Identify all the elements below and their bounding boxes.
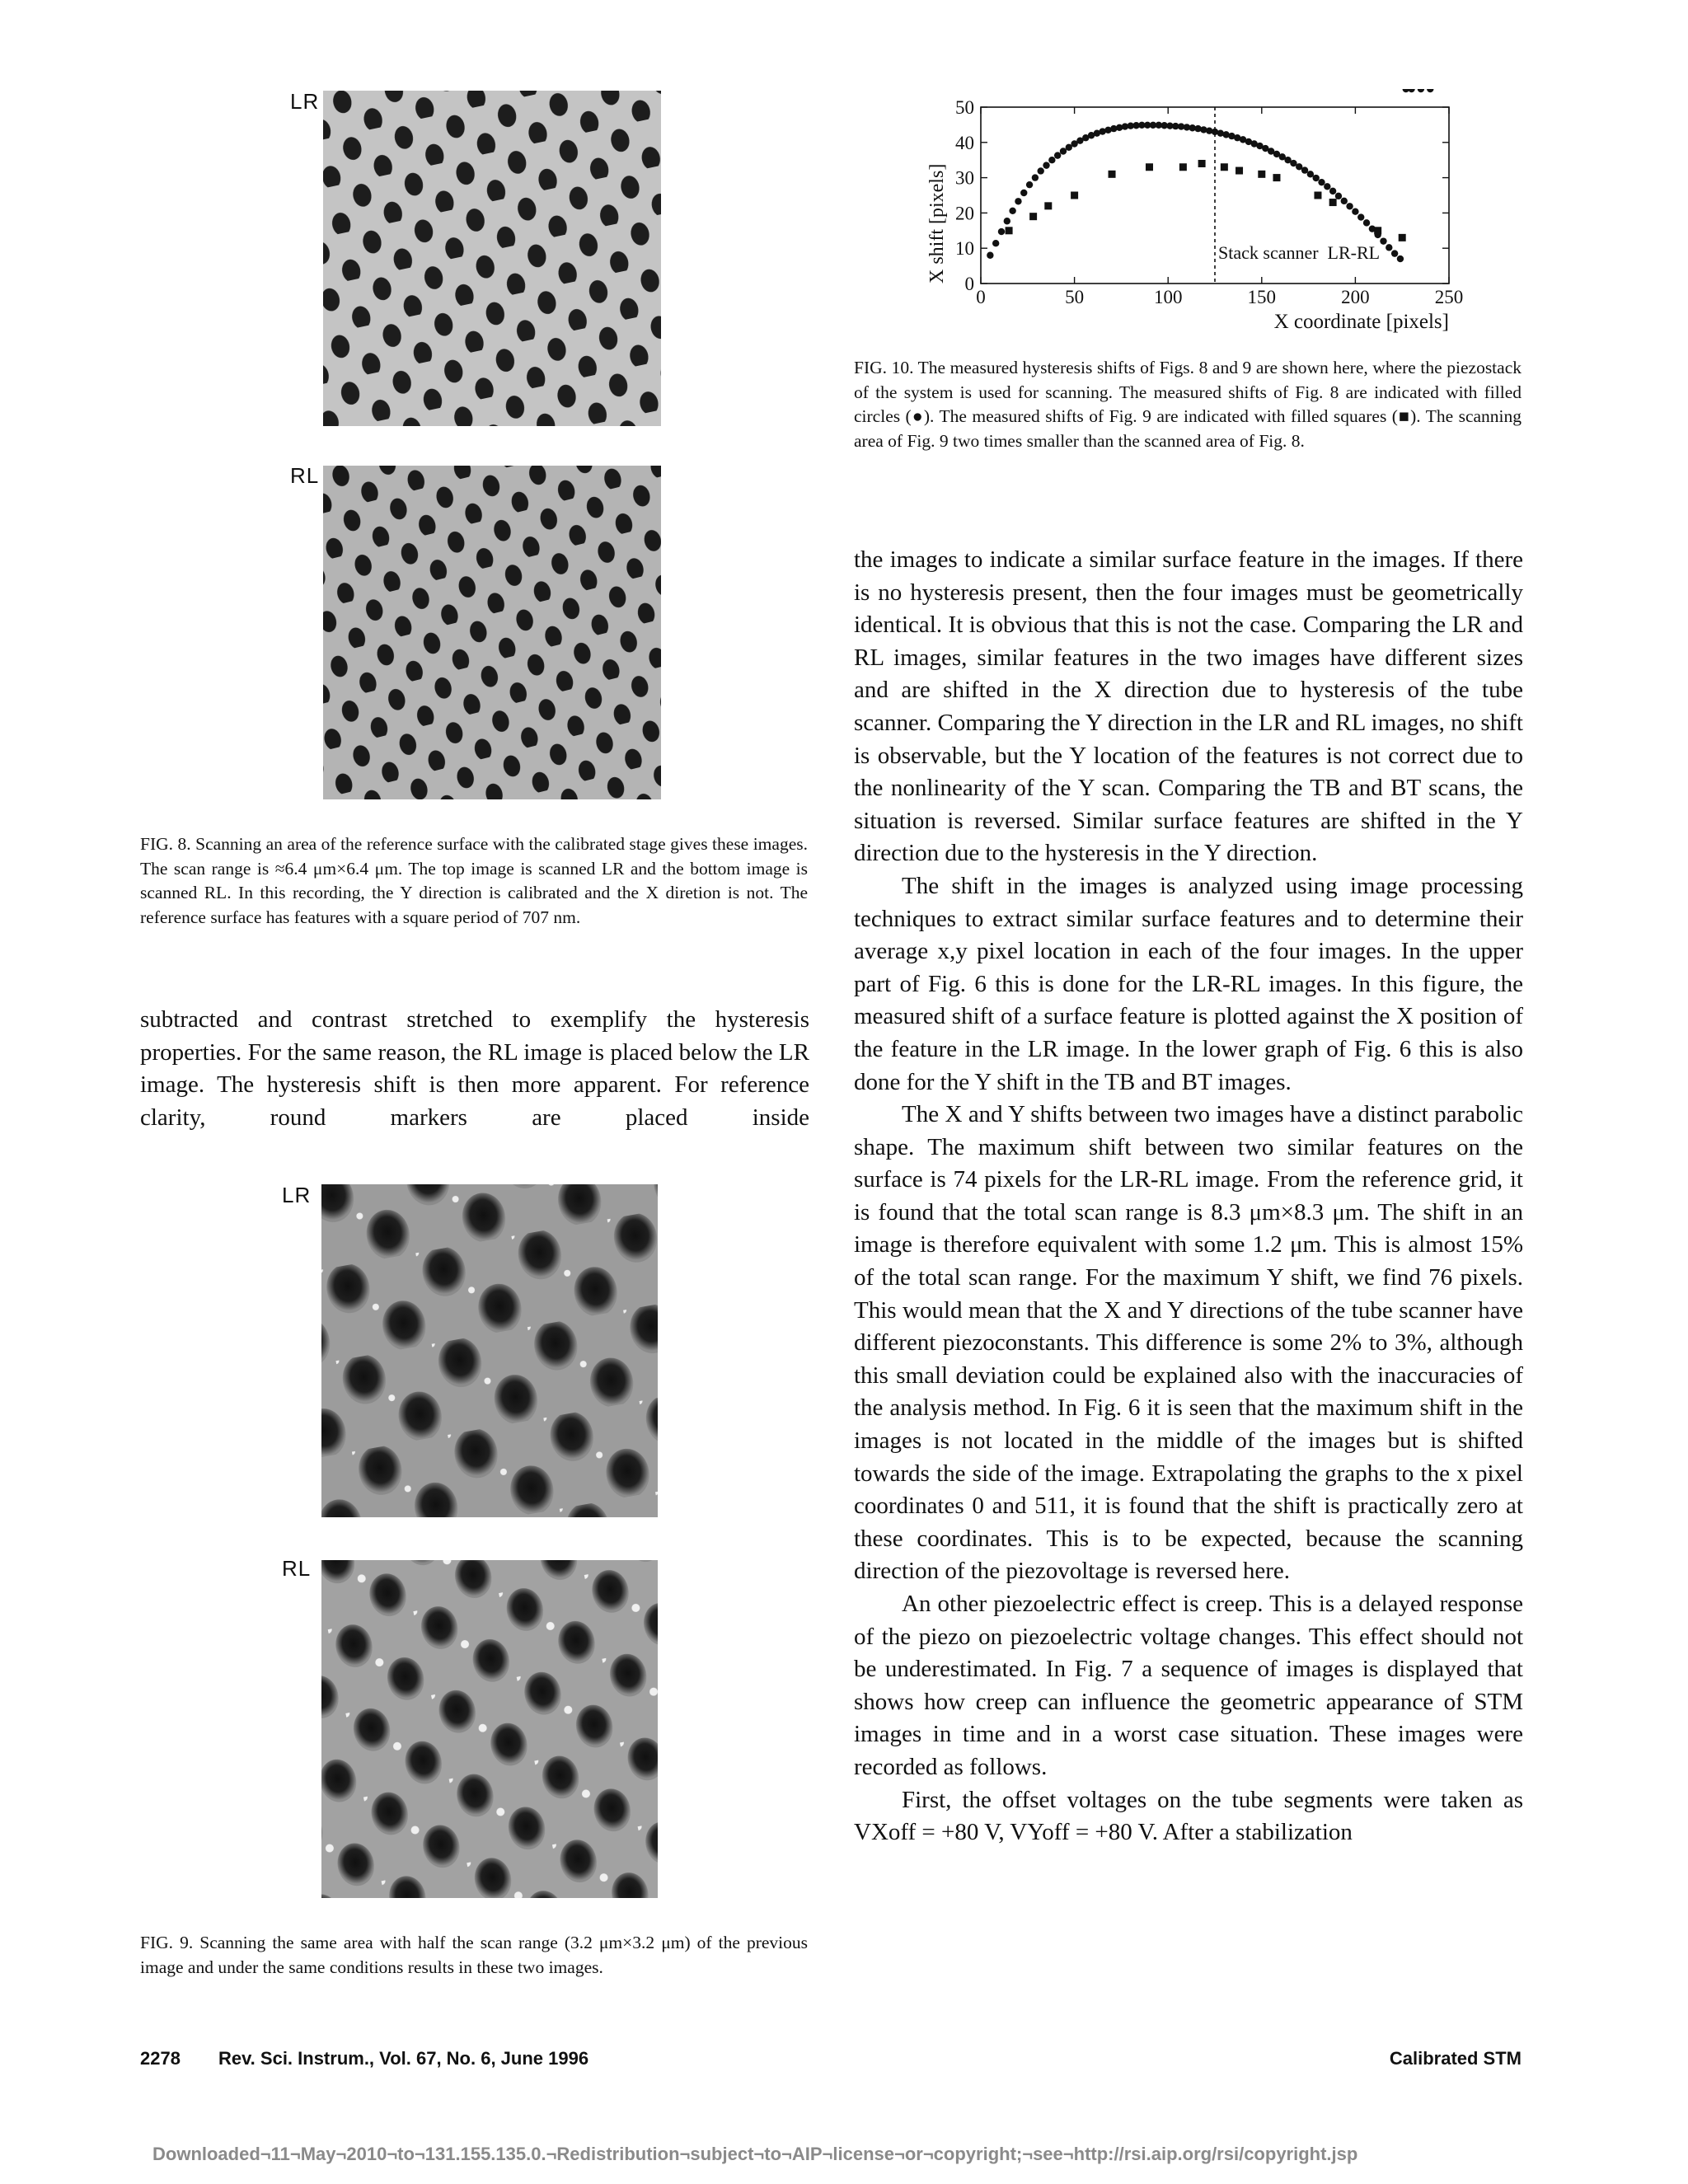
fig8-rl-image [323,466,661,799]
right-column-text [854,544,1523,1849]
circle-point [1391,250,1398,256]
circle-point [1380,237,1386,244]
x-tick-label: 100 [1153,287,1183,307]
x-axis-label: X coordinate [pixels] [1273,311,1449,333]
x-tick-label: 250 [1434,287,1464,307]
circle-point [1318,179,1325,185]
fig9-lr-image [321,1184,658,1517]
circle-point [1020,190,1027,196]
x-tick-label: 50 [1065,287,1085,307]
square-point [1374,227,1381,234]
circle-point [1341,198,1348,204]
circle-point [1301,166,1308,173]
circle-point [1427,89,1433,92]
circle-point [1352,208,1358,214]
circle-point [1307,171,1314,177]
circle-point [1048,157,1055,163]
fig9-rl-image [321,1560,658,1898]
square-point [1044,202,1052,209]
square-point [1109,171,1116,178]
fig10-chart-svg [915,89,1467,336]
circle-point [1060,148,1067,154]
square-point [1236,167,1243,175]
square-point [1029,213,1037,220]
left-paragraph: subtracted and contrast stretched to exemplify the hysteresis properties. For the same reason, the RL image is placed below the LR image. The hysteresis shift is then more apparent. For reference clarity, round markers are placed inside [140,1006,809,1131]
x-tick-label: 200 [1341,287,1370,307]
right-paragraph-3: The X and Y shifts between two images have a distinct parabolic shape. The maximum shift between two similar features on the surface is 74 pixels for the LR-RL image. From the reference grid, it is found that the total scan range is 8.3 μm×8.3 μm. The shift in an image is therefore equivalent with some 1.2 μm. This is almost 15% of the total scan range. For the maximum Y shift, we find 76 pixels. This would mean that the X and Y directions of the tube scanner have different piezoconstants. This difference is some 2% to 3%, although this small deviation could be explained also with the inaccuracies of the analysis method. In Fig. 6 it is seen that the maximum shift in the images is not located in the middle of the images but is shifted towards the side of the image. Extrapolating the graphs to the x pixel coordinates 0 and 511, it is found that the shift is practically zero at these coordinates. This is to be expected, because the scanning direction of the piezovoltage is reversed here. [854,1101,1523,1585]
circle-point [1408,89,1414,92]
circle-point [1032,174,1039,180]
circle-point [1418,89,1424,92]
y-tick-label: 0 [964,274,974,294]
circle-point [1312,175,1319,181]
running-title: Calibrated STM [1389,2048,1522,2069]
right-paragraph-2: The shift in the images is analyzed using image processing techniques to extract similar surface features and to determine their average x,y pixel location in each of the four images. In the upper part of Fig. 6 this is done for the LR-RL images. In this figure, the measured shift of a surface feature is plotted against the X position of the feature in the LR image. In the lower graph of Fig. 6 this is also done for the Y shift in the TB and BT images. [854,872,1523,1095]
fig9-bottom-label: RL [282,1556,312,1581]
circle-point [1346,203,1353,209]
square-point [1146,163,1153,171]
square-point [1221,163,1228,171]
right-paragraph-5: First, the offset voltages on the tube segments were taken as VXoff = +80 V, VYoff = +80 V. After a stabilization [854,1786,1523,1846]
circle-point [998,228,1005,235]
journal-citation: Rev. Sci. Instrum., Vol. 67, No. 6, June 1996 [218,2048,589,2069]
circle-point [1038,167,1044,174]
circle-point [1004,218,1010,224]
circle-point [1026,181,1033,188]
footer-journal [140,2048,588,2069]
download-notice: Downloaded¬11¬May¬2010¬to¬131.155.135.0.¬Redistribution¬subject¬to¬AIP¬license¬or¬copyright;¬see¬http://rsi.aip.org/rsi/copyright.jsp [152,2144,1358,2164]
circle-point [1009,208,1015,214]
circle-point [1015,198,1021,204]
circle-point [987,252,993,259]
fig9-caption: FIG. 9. Scanning the same area with half the scan range (3.2 μm×3.2 μm) of the previous image and under the same conditions results in these two images. [140,1933,808,1977]
square-point [1006,227,1013,234]
fig9-top-label: LR [282,1183,312,1207]
circle-point [1363,219,1370,226]
right-paragraph-4: An other piezoelectric effect is creep. This is a delayed response of the piezo on piezoelectric voltage changes. This effect should not be underestimated. In Fig. 7 a sequence of images is displayed that shows how creep can influence the geometric appearance of STM images in time and in a worst case situation. These images were recorded as follows. [854,1591,1523,1780]
circle-point [1386,244,1392,251]
y-tick-label: 30 [955,167,974,189]
square-point [1258,171,1265,178]
square-point [1198,160,1206,167]
y-tick-label: 40 [955,132,974,153]
page-number: 2278 [140,2048,181,2069]
circle-point [1397,255,1404,262]
circle-point [1329,188,1336,194]
square-point [1179,163,1187,171]
square-point [1071,192,1078,199]
x-tick-label: 150 [1247,287,1277,307]
circle-point [1357,213,1364,220]
y-tick-label: 10 [955,238,974,260]
square-point [1329,199,1337,206]
right-paragraph-1: the images to indicate a similar surface feature in the images. If there is no hysteresis present, then the four images must be geometrically identical. It is obvious that this is not the case. Comparing the LR and RL images, similar features in the two images have different sizes and are shifted in the X direction due to hysteresis of the tube scanner. Comparing the Y direction in the LR and RL images, no shift is observable, but the Y location of the features is not correct due to the nonlinearity of the Y scan. Comparing the TB and BT scans, the situation is reversed. Similar surface features are shifted in the Y direction due to the hysteresis in the Y direction. [854,546,1523,867]
fig8-bottom-label: RL [290,463,320,488]
fig10-caption: FIG. 10. The measured hysteresis shifts of Figs. 8 and 9 are shown here, where the piezostack of the system is used for scanning. The measured shifts of Fig. 8 are indicated with filled circles (●). The measured shifts of Fig. 9 are indicated with filled squares (■). The scanning area of Fig. 9 two times smaller than the scanned area of Fig. 8. [854,358,1522,451]
circle-point [992,240,999,246]
square-point [1399,234,1406,241]
square-point [1314,192,1321,199]
y-tick-label: 50 [955,97,974,118]
fig8-top-label: LR [290,89,320,114]
square-point [1273,174,1280,181]
fig8-caption: FIG. 8. Scanning an area of the reference surface with the calibrated stage gives these images. The scan range is ≈6.4 μm×6.4 μm. The top image is scanned LR and the bottom image is scanned RL. In this recording, the Y direction is calibrated and the X diretion is not. The reference surface has features with a square period of 707 nm. [140,834,808,927]
fig10-chart [915,89,1467,336]
x-tick-label: 0 [976,287,986,307]
fig8-lr-image [323,91,661,426]
y-tick-label: 20 [955,203,974,224]
circle-point [1043,162,1049,168]
chart-annotation: Stack scanner LR-RL [1218,242,1381,263]
left-column-text [140,1004,809,1134]
circle-point [1335,193,1342,199]
circle-point [1054,152,1061,158]
circle-point [1324,183,1330,190]
y-axis-label: X shift [pixels] [926,163,948,284]
